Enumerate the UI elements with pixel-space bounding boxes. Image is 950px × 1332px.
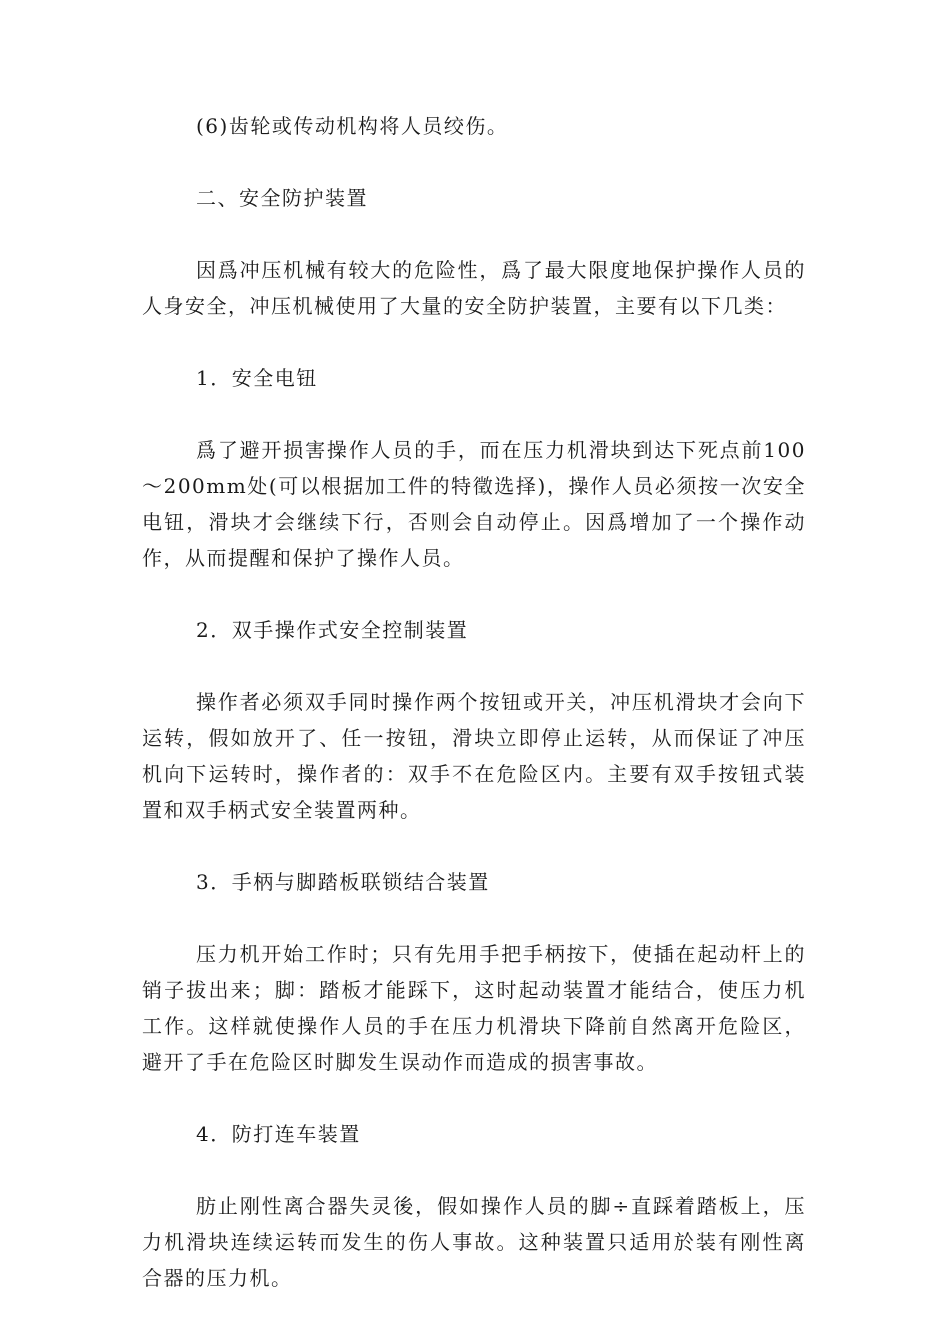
document-body — [142, 108, 806, 1332]
paragraph-anti-repeat-device: 肪止刚性离合器失灵後，假如操作人员的脚÷直踩着踏板上，压力机滑块连续运转而发生的伤人事故。这种装置只适用於装有刚性离合器的压力机。 — [142, 1194, 806, 1290]
paragraph-two-hand-control: 操作者必须双手同时操作两个按钮或开关，冲压机滑块才会向下运转，假如放开了、任一按钮，滑块立即停止运转，从而保证了冲压机向下运转时，操作者的：双手不在危险区内。主要有双手按钮式装置和双手柄式安全装置两种。 — [142, 690, 806, 822]
section-heading-safety-devices: 二、安全防护装置 — [196, 186, 368, 210]
subheading-two-hand-control: 2．双手操作式安全控制装置 — [196, 618, 469, 642]
paragraph-handle-pedal-interlock: 压力机开始工作时；只有先用手把手柄按下，使插在起动杆上的销子拔出来；脚：踏板才能踩下，这时起动装置才能结合，使压力机工作。这样就使操作人员的手在压力机滑块下降前自然离开危险区，避开了手在危险区时脚发生误动作而造成的损害事故。 — [142, 942, 806, 1074]
subheading-safety-button: 1．安全电钮 — [196, 366, 318, 390]
paragraph-intro: 因爲冲压机械有较大的危险性，爲了最大限度地保护操作人员的人身安全，冲压机械使用了大量的安全防护装置，主要有以下几类： — [142, 258, 806, 318]
subheading-handle-pedal-interlock: 3．手柄与脚踏板联锁结合装置 — [196, 870, 490, 894]
paragraph-safety-button: 爲了避开损害操作人员的手，而在压力机滑块到达下死点前100～200mm处(可以根据加工件的特徵选择)，操作人员必须按一次安全电钮，滑块才会继续下行，否则会自动停止。因爲增加了一个操作动作，从而提醒和保护了操作人员。 — [142, 438, 806, 570]
paragraph-injury-item-6: (6)齿轮或传动机构将人员绞伤。 — [196, 114, 509, 138]
subheading-anti-repeat-device: 4．防打连车装置 — [196, 1122, 361, 1146]
